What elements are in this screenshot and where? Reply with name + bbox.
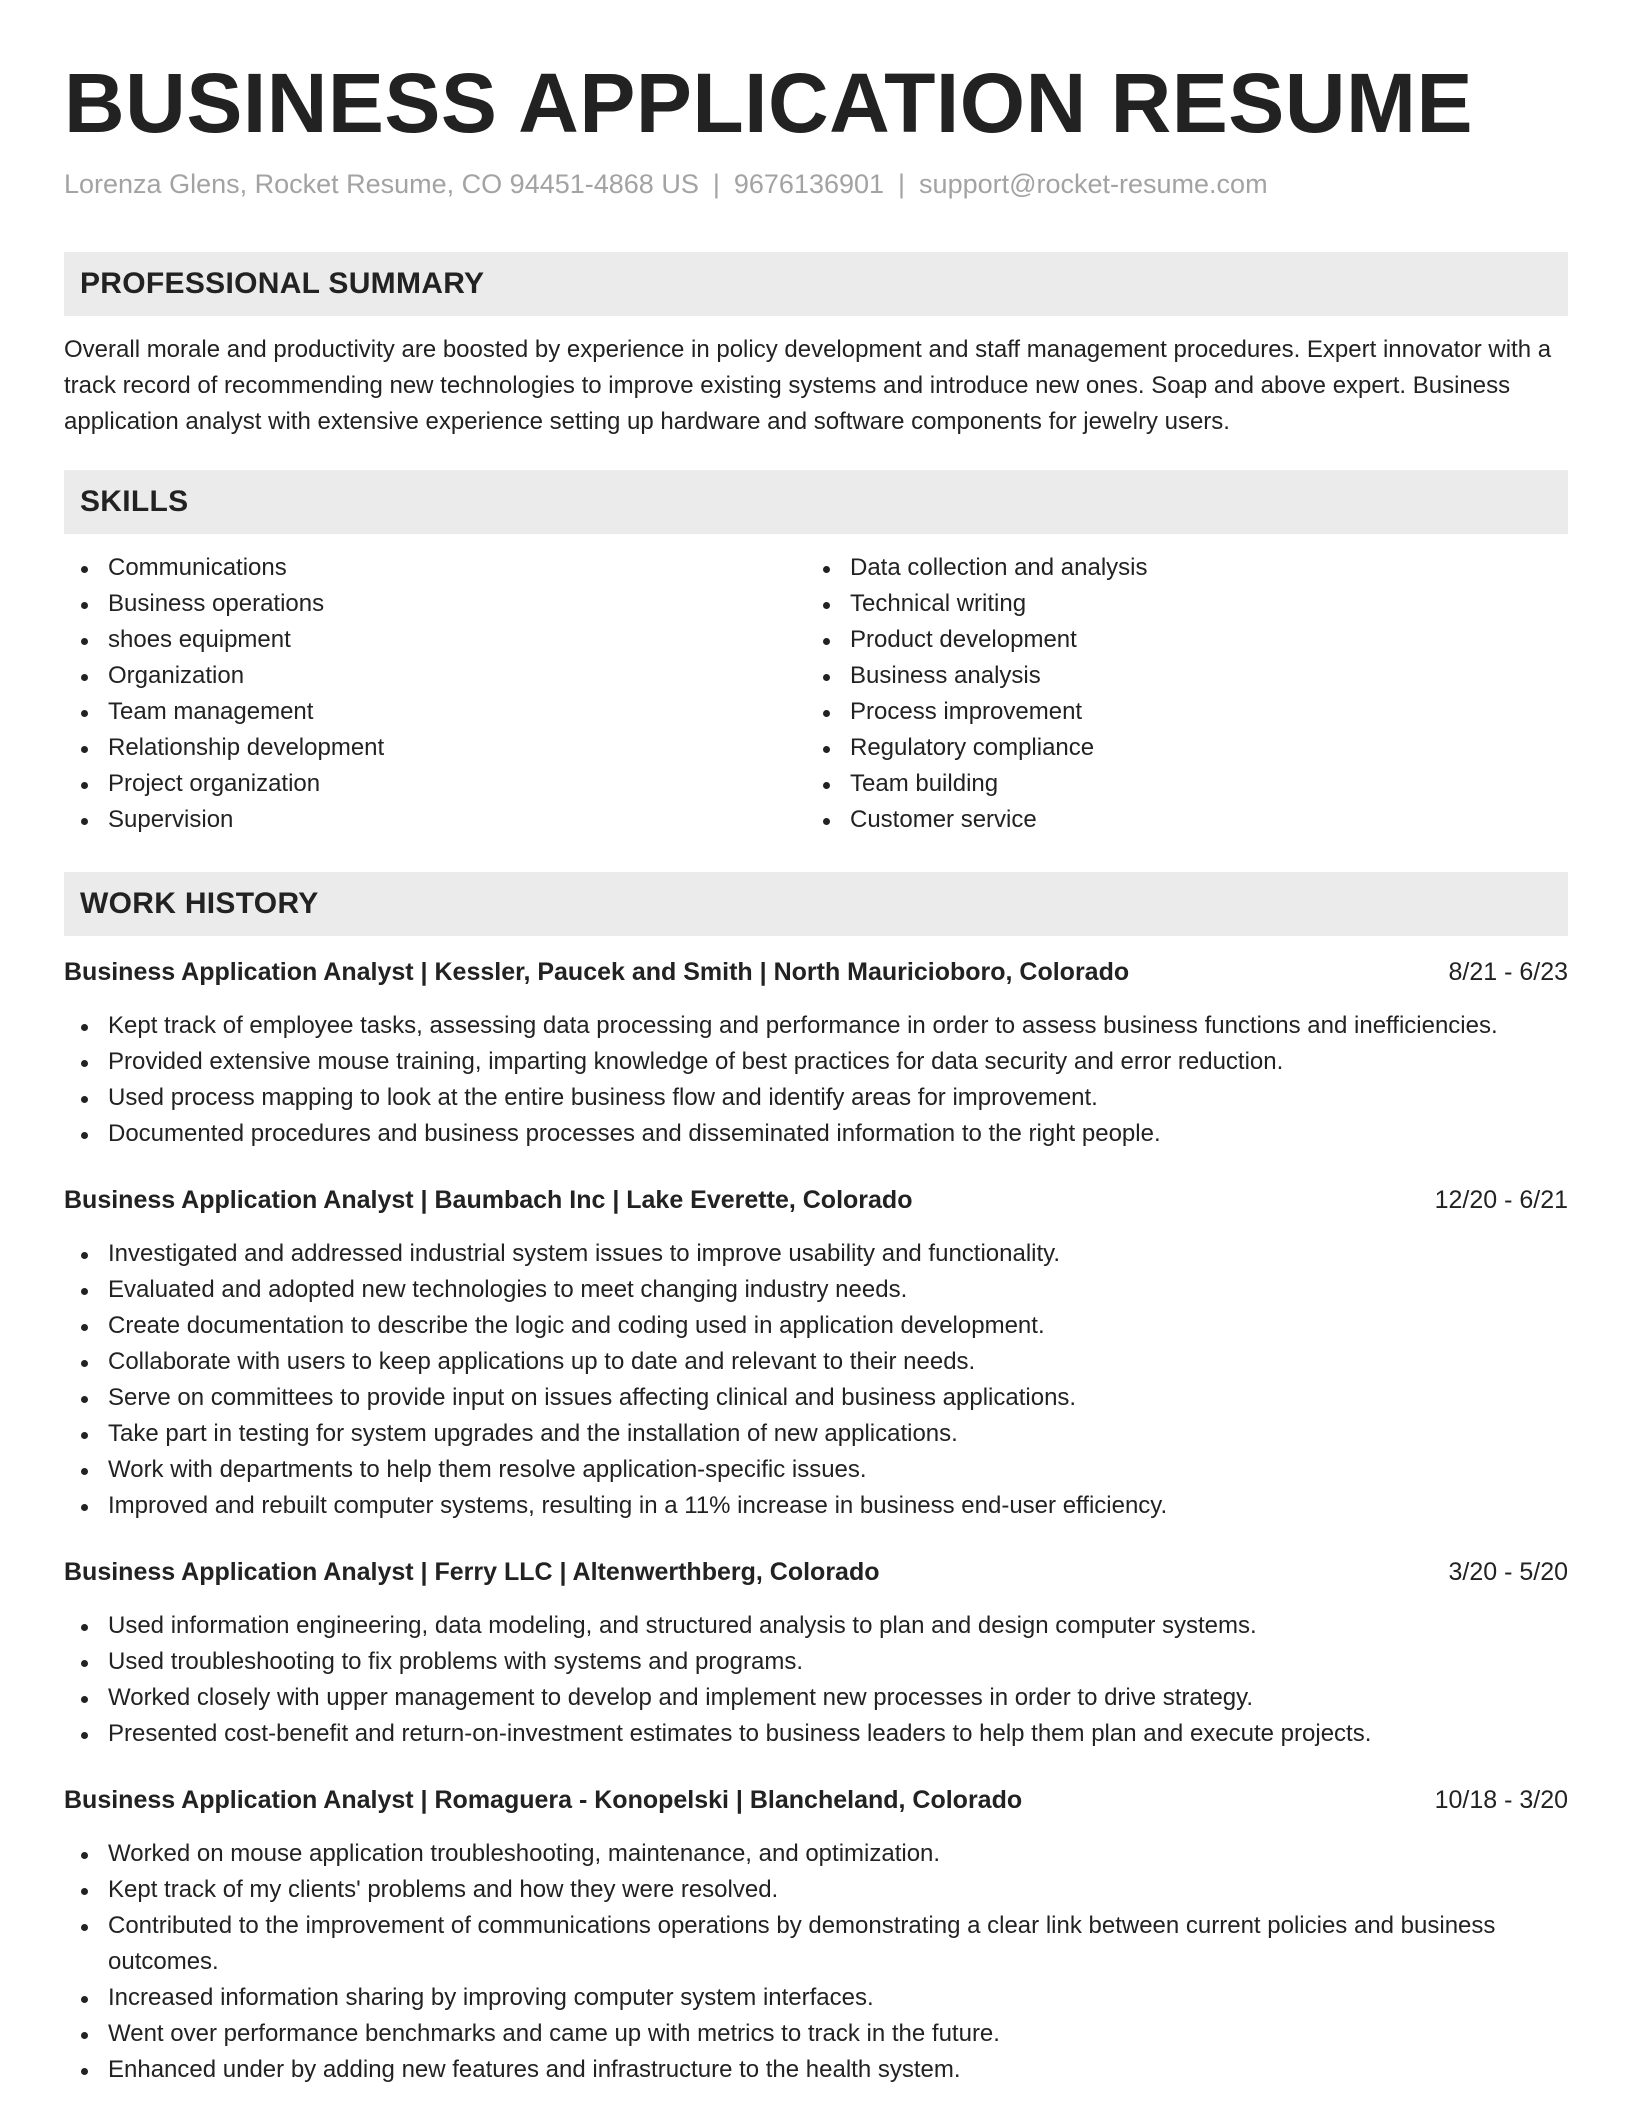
job-entry	[64, 1554, 1568, 1752]
skill-item: Product development	[806, 622, 1548, 658]
job-bullet: Collaborate with users to keep applications up to date and relevant to their needs.	[64, 1344, 1568, 1380]
job-bullets	[64, 1236, 1568, 1524]
job-bullet: Take part in testing for system upgrades and the installation of new applications.	[64, 1416, 1568, 1452]
skill-item: Team building	[806, 766, 1548, 802]
job-dates: 3/20 - 5/20	[1448, 1558, 1568, 1586]
contact-phone: 9676136901	[733, 169, 885, 199]
contact-separator: |	[898, 169, 906, 199]
skill-item: Data collection and analysis	[806, 550, 1548, 586]
skill-item: Team management	[64, 694, 806, 730]
job-bullet: Kept track of employee tasks, assessing data processing and performance in order to assess business functions and inefficiencies.	[64, 1008, 1568, 1044]
job-bullet: Serve on committees to provide input on issues affecting clinical and business applications.	[64, 1380, 1568, 1416]
skill-item: Customer service	[806, 802, 1548, 838]
job-bullet: Create documentation to describe the logic and coding used in application development.	[64, 1308, 1568, 1344]
job-bullet: Increased information sharing by improving computer system interfaces.	[64, 1980, 1568, 2016]
job-title-row	[64, 1554, 1568, 1590]
skill-item: Business analysis	[806, 658, 1548, 694]
skill-item: Organization	[64, 658, 806, 694]
job-title-row	[64, 1182, 1568, 1218]
job-title: Business Application Analyst | Baumbach Inc | Lake Everette, Colorado	[64, 1186, 913, 1214]
resume-title: BUSINESS APPLICATION RESUME	[64, 56, 1473, 150]
job-dates: 8/21 - 6/23	[1448, 958, 1568, 986]
job-bullet: Used information engineering, data modeling, and structured analysis to plan and design computer systems.	[64, 1608, 1568, 1644]
skill-item: Supervision	[64, 802, 806, 838]
job-entry	[64, 954, 1568, 1152]
job-bullet: Investigated and addressed industrial system issues to improve usability and functionality.	[64, 1236, 1568, 1272]
job-bullet: Worked closely with upper management to develop and implement new processes in order to drive strategy.	[64, 1680, 1568, 1716]
section-header-skills: SKILLS	[64, 470, 1568, 534]
job-bullet: Went over performance benchmarks and came up with metrics to track in the future.	[64, 2016, 1568, 2052]
skill-item: Technical writing	[806, 586, 1548, 622]
contact-address: Lorenza Glens, Rocket Resume, CO 94451-4868 US	[64, 169, 699, 199]
job-dates: 12/20 - 6/21	[1434, 1186, 1568, 1214]
contact-line	[64, 166, 1568, 202]
job-bullet: Evaluated and adopted new technologies to meet changing industry needs.	[64, 1272, 1568, 1308]
job-entry	[64, 1182, 1568, 1524]
skill-item: Regulatory compliance	[806, 730, 1548, 766]
job-bullet: Worked on mouse application troubleshooting, maintenance, and optimization.	[64, 1836, 1568, 1872]
skill-item: Communications	[64, 550, 806, 586]
job-title: Business Application Analyst | Kessler, Paucek and Smith | North Mauricioboro, Colorado	[64, 958, 1130, 986]
job-entry	[64, 1782, 1568, 2088]
job-bullet: Work with departments to help them resolve application-specific issues.	[64, 1452, 1568, 1488]
skill-item: shoes equipment	[64, 622, 806, 658]
job-bullet: Presented cost-benefit and return-on-investment estimates to business leaders to help them plan and execute projects.	[64, 1716, 1568, 1752]
job-bullet: Contributed to the improvement of communications operations by demonstrating a clear link between current policies and business outcomes.	[64, 1908, 1568, 1980]
job-title: Business Application Analyst | Ferry LLC | Altenwerthberg, Colorado	[64, 1558, 880, 1586]
job-bullets	[64, 1608, 1568, 1752]
section-header-summary: PROFESSIONAL SUMMARY	[64, 252, 1568, 316]
skill-item: Project organization	[64, 766, 806, 802]
skills-column-right	[806, 550, 1548, 838]
job-title-row	[64, 954, 1568, 990]
job-bullet: Used troubleshooting to fix problems with systems and programs.	[64, 1644, 1568, 1680]
job-title: Business Application Analyst | Romaguera - Konopelski | Blancheland, Colorado	[64, 1786, 1023, 1814]
skills-column-left	[64, 550, 806, 838]
job-bullet: Improved and rebuilt computer systems, resulting in a 11% increase in business end-user efficiency.	[64, 1488, 1568, 1524]
contact-email: support@rocket-resume.com	[919, 169, 1268, 199]
section-header-work-history: WORK HISTORY	[64, 872, 1568, 936]
job-bullets	[64, 1008, 1568, 1152]
job-bullet: Enhanced under by adding new features and infrastructure to the health system.	[64, 2052, 1568, 2088]
job-title-row	[64, 1782, 1568, 1818]
contact-separator: |	[712, 169, 720, 199]
summary-text: Overall morale and productivity are boosted by experience in policy development and staff management procedures. Expert innovator with a track record of recommending new technologies to improve existing systems and introduce new ones. Soap and above expert. Business application analyst with extensive experience setting up hardware and software components for jewelry users.	[64, 336, 1552, 435]
job-bullet: Provided extensive mouse training, imparting knowledge of best practices for data security and error reduction.	[64, 1044, 1568, 1080]
job-dates: 10/18 - 3/20	[1434, 1786, 1568, 1814]
job-bullet: Kept track of my clients' problems and how they were resolved.	[64, 1872, 1568, 1908]
skill-item: Process improvement	[806, 694, 1548, 730]
job-bullet: Used process mapping to look at the entire business flow and identify areas for improvement.	[64, 1080, 1568, 1116]
job-bullets	[64, 1836, 1568, 2088]
skills-list	[64, 550, 1568, 838]
skill-item: Relationship development	[64, 730, 806, 766]
skill-item: Business operations	[64, 586, 806, 622]
job-bullet: Documented procedures and business processes and disseminated information to the right people.	[64, 1116, 1568, 1152]
